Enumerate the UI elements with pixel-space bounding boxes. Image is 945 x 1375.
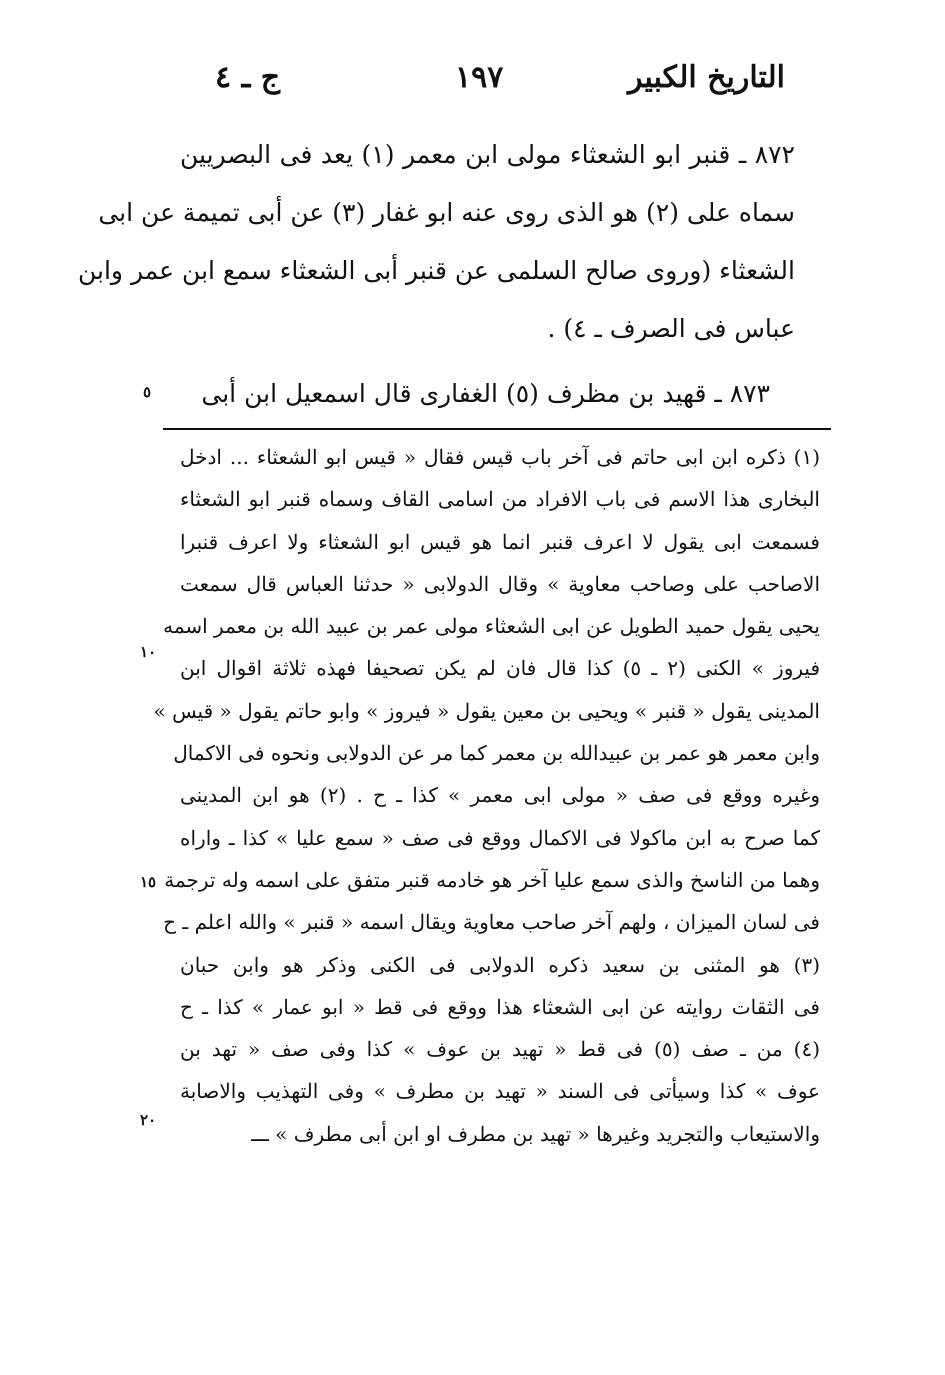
- footnote-line: (١) ذكره ابن ابى حاتم فى آخر باب قيس فقال « قيس ابو الشعثاء ... ادخل: [180, 445, 820, 469]
- footnote-line: البخارى هذا الاسم فى باب الافراد من اسامى القاف وسماه قنبر ابو الشعثاء: [180, 487, 820, 512]
- footnote-line: (٣) هو المثنى بن سعيد ذكره الدولابى فى الكنى وذكر هو وابن حبان: [180, 952, 820, 977]
- footnote-line: وهما من الناسخ والذى سمع عليا آخر هو خادمه قنبر متفق على اسمه وله ترجمة: [164, 867, 820, 892]
- footnote-line: والاستيعاب والتجريد وغيرها « تهيد بن مطرف او ابن أبى مطرف » ـــ: [251, 1121, 820, 1146]
- footnote-line: عوف » كذا وسيأتى فى السند « تهيد بن مطرف » وفى التهذيب والاصابة: [180, 1079, 820, 1104]
- footnote-line: وابن معمر هو عمر بن عبيدالله بن معمر كما مر عن الدولابى ونحوه فى الاكمال: [173, 741, 820, 766]
- footnote-line: يحيى يقول حميد الطويل عن ابى الشعثاء مولى عمر بن عبيد الله بن معمر اسمه: [163, 614, 820, 639]
- main-text: [77, 126, 795, 358]
- main-text-line: الشعثاء (وروى صالح السلمى عن قنبر أبى الشعثاء سمع ابن عمر وابن: [77, 256, 795, 285]
- footnote-line: وغيره ووقع فى صف « مولى ابى معمر » كذا ـ ح . (٢) هو ابن المدينى: [180, 783, 820, 808]
- footnote-line: المدينى يقول « قنبر » ويحيى بن معين يقول « فيروز » وابو حاتم يقول « قيس »: [153, 698, 820, 723]
- book-title: التاريخ الكبير: [627, 60, 785, 95]
- footnote-line: فيروز » الكنى (٢ ـ ٥) كذا قال فان لم يكن تصحيفا فهذه ثلاثة اقوال ابن: [180, 656, 820, 681]
- footnotes: [153, 436, 821, 1155]
- footnote-line: فسمعت ابى يقول لا اعرف قنبر انما هو قيس ابو الشعثاء ولا اعرف قنبرا: [180, 529, 820, 554]
- line-number-10: ١٠: [140, 643, 157, 661]
- line-number-5: ٥: [143, 383, 152, 401]
- page-header: [205, 60, 785, 110]
- footnote-line: كما صرح به ابن ماكولا فى الاكمال ووقع فى صف « سمع عليا » كذا ـ واراه: [180, 825, 820, 850]
- footnote-line: (٤) من ـ صف (٥) فى قط « تهيد بن عوف » كذا وفى صف « تهد بن: [180, 1037, 821, 1062]
- footnote-line: فى لسان الميزان ، ولهم آخر صاحب معاوية ويقال اسمه « قنبر » والله اعلم ـ ح: [163, 910, 820, 935]
- footnote-line: فى الثقات روايته عن ابى الشعثاء هذا ووقع فى قط « ابو عمار » كذا ـ ح: [180, 994, 820, 1019]
- main-text-line: سماه على (٢) هو الذى روى عنه ابو غفار (٣) عن أبى تميمة عن ابى: [98, 198, 795, 227]
- footnote-line: الاصاحب على وصاحب معاوية » وقال الدولابى « حدثنا العباس قال سمعت: [180, 571, 820, 596]
- main-text-line: ٨٧٢ ـ قنبر ابو الشعثاء مولى ابن معمر (١) يعد فى البصريين: [180, 140, 795, 169]
- line-number-20: ٢٠: [140, 1111, 157, 1129]
- page-number: ١٩٧: [455, 60, 504, 95]
- footnote-separator: [163, 428, 831, 430]
- volume-label: ج ـ ٤: [215, 60, 281, 95]
- main-text-line: عباس فى الصرف ـ ٤) .: [547, 314, 795, 343]
- next-entry-line: ٨٧٣ ـ قهيد بن مظرف (٥) الغفارى قال اسمعيل ابن أبى: [201, 379, 770, 408]
- line-number-15: ١٥: [140, 873, 157, 891]
